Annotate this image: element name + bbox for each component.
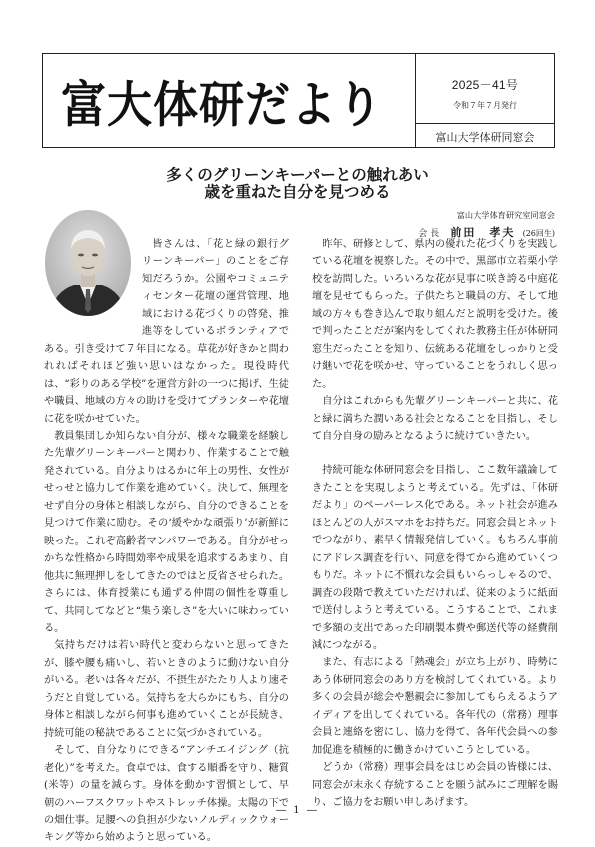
page-number: ― 1 ― xyxy=(276,805,319,816)
article-column-left xyxy=(44,236,289,847)
paragraph: そして、自分なりにできる“アンチエイジング（抗老化）”を考えた。食卓では、食する順番を守り、糖質(米等）の量を減らす。身体を動かす習慣として、早朝のハーフスクワットやストレッチ体操。太陽の下での畑仕事。足腰への負担が少ないノルディックウォーキング等から始めようと思っている。 xyxy=(44,745,289,844)
issue-date: 令和７年７月発行 xyxy=(453,101,517,110)
headline-line1: 多くのグリーンキーパーとの触れあい xyxy=(166,165,429,184)
issue-number: 2025－41号 xyxy=(451,78,519,92)
paragraph: 持続可能な体研同窓会を目指し、ここ数年議論してきたことを実現しようと考えている。先ずは、「体研だより」のペーパーレス化である。ネット社会が進みほとんどの人がスマホをお持ちだ。同窓会員とネットでつながり、素早く情報発信していく。もちろん事前にアドレス調査を行い、同意を得てから進めていくつもりだ。ネットに不慣れな会員もいらっしゃるので、調査の段階で教えていただければ、従来のように紙面で送付しようと考えている。こうすることで、これまで多額の支出であった印刷製本費や郵送代等の経費削減につながる。 xyxy=(312,465,558,651)
paragraph: 皆さんは、「花と緑の銀行グリーンキーパー」のことをご存知だろうか。公園やコミュニティセンター花壇の運営管理、地域における花づくりの啓発、推進等をしているボランティアである。引き受けて７年目になる。草花が好きかと問われればそれほど強い思いはなかった。現役時代は、“彩りのある学校”を運営方針の一つに掲げ、生徒や職員、地域の方々の助けを受けてプランターや花壇に花を咲かせていた。 xyxy=(44,239,289,425)
author-affiliation: 富山大学体育研究室同窓会 xyxy=(456,210,555,220)
paragraph: 昨年、研修として、県内の優れた花づくりを実践している花壇を視察した。その中で、黒部市立若栗小学校を訪問した。いろいろな花が見事に咲き誇る中庭花壇を見せてもらった。子供たちと職員の方、そして地域の方々も巻き込んで取り組んだと説明を受けた。後で判ったことだが案内をしてくれた教務主任が体研同窓生だったことを知り、伝統ある花壇をしっかりと受け継いで花を咲かせ、守っていることをうれしく思った。 xyxy=(312,239,558,390)
author-name: 前田 孝夫 xyxy=(450,226,516,239)
headline-line2: 歳を重ねた自分を見つめる xyxy=(204,182,391,201)
author-role: 会 長 xyxy=(418,229,440,239)
newsletter-title: 富大体研だより xyxy=(61,76,384,134)
paragraph: 自分はこれからも先輩グリーンキーパーと共に、花と緑に満ちた潤いある社会となることを目指し、そして自分自身の励みとなるように続けていきたい。 xyxy=(312,396,558,442)
masthead-info xyxy=(416,54,554,147)
organization-name: 富山大学体研同窓会 xyxy=(416,123,554,145)
section-gap xyxy=(312,445,558,462)
paragraph: どうか（常務）理事会員をはじめ会員の皆様には、同窓会が末永く存続することを願う試みにご理解を賜り、ご協力をお願い申しあげます。 xyxy=(312,762,558,809)
paragraph: 気持ちだけは若い時代と変わらないと思ってきたが、膝や腰も痛いし、若いときのように動けない自分がいる。老いは各々だが、不摂生がたたり人より速そうだと自覚している。気持ちを大らかにもち、自分の身体と相談しながら何事も進めていくことが長続き、持続可能の秘訣であることに気づかされている。 xyxy=(44,640,289,739)
masthead xyxy=(42,53,555,148)
paragraph: また、有志による「熱魂会」が立ち上がり、時勢にあう体研同窓会のあり方を検討してくれている。より多くの会員が総会や懇親会に参加してもらえるようアイディアを出してくれている。各年代の（常務）理事会員と連絡を密にし、協力を得て、各年代会員への参加促進を積極的に働きかけていこうとしている。 xyxy=(312,657,558,756)
author-generation: (26回生) xyxy=(522,229,555,238)
masthead-title-box xyxy=(43,54,416,147)
paragraph: 教員集団しか知らない自分が、様々な職業を経験した先輩グリーンキーパーと関わり、作業することで触発されている。自分よりはるかに年上の男性、女性がせっせと協力して作業を進めていく。決して、無理をせず自分の身体と相談しながら、自分のできることを見つけて作業に励む。その‘緩やかな頑張り’が新鮮に映った。これぞ高齢者マンパワーである。自分がせっかちな性格から時間効率や成果を追求するあまり、自他共に無理押しをしてきたのではと反省させられた。さらには、体育授業にも通ずる仲間の個性を尊重して、共同してなどと“集う楽しさ”を大いに味わっている。 xyxy=(44,430,289,634)
article-column-right xyxy=(312,236,558,812)
photo-wrap-space xyxy=(44,236,142,326)
